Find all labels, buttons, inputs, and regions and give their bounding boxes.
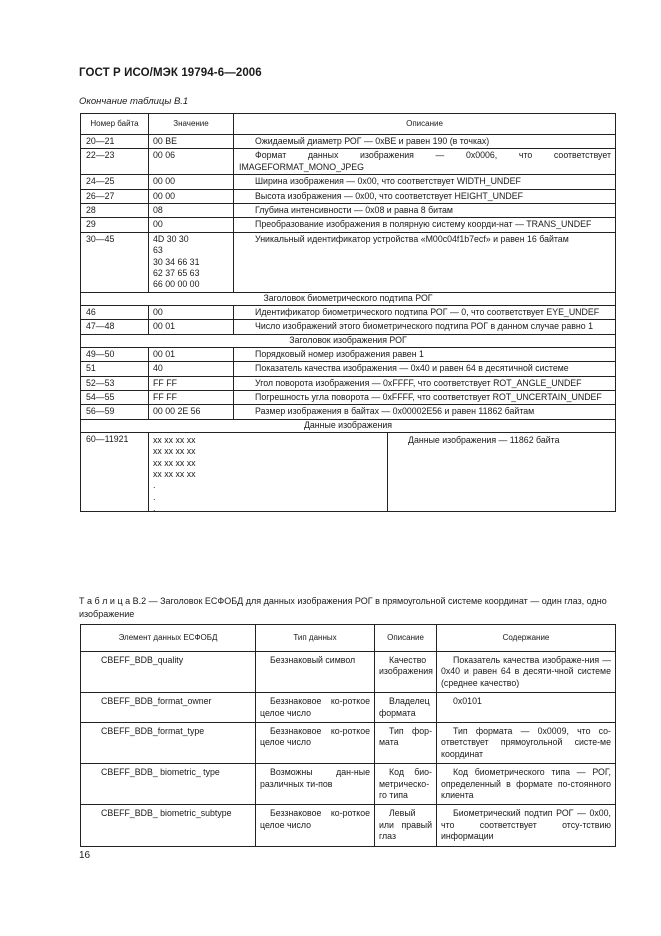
table-header-row bbox=[81, 114, 616, 135]
last-row-container bbox=[149, 432, 616, 514]
description-cell: Угол поворота изображения — 0xFFFF, что соответствует ROT_ANGLE_UNDEF bbox=[234, 376, 616, 390]
value-cell: 00 bbox=[149, 305, 234, 319]
table-row bbox=[81, 723, 616, 764]
table-header-row bbox=[81, 625, 616, 652]
value-cell: 00 06 bbox=[149, 149, 234, 175]
value-cell: 40 bbox=[149, 362, 234, 376]
type-cell: Беззнаковое ко-роткое целое число bbox=[256, 693, 375, 723]
value-cell: 00 bbox=[149, 218, 234, 232]
byte-cell: 49—50 bbox=[81, 347, 149, 361]
description-cell: Показатель качества изображения — 0x40 и равен 64 в десятичной системе bbox=[234, 362, 616, 376]
table-row bbox=[81, 305, 616, 319]
column-header: Содержание bbox=[437, 625, 616, 652]
value-cell: 00 00 bbox=[149, 189, 234, 203]
byte-cell: 26—27 bbox=[81, 189, 149, 203]
content-cell: Код биометрического типа — РОГ, определенный в формате по-стоянного клиента bbox=[437, 764, 616, 805]
section-row bbox=[81, 292, 616, 305]
value-cell: 00 01 bbox=[149, 320, 234, 334]
type-cell: Беззнаковое ко-роткое целое число bbox=[256, 805, 375, 846]
description-cell: Глубина интенсивности — 0x08 и равна 8 битам bbox=[234, 204, 616, 218]
value-cell: xx xx xx xx xx xx xx xx xx xx xx xx xx xx xx xx . . . bbox=[149, 433, 388, 511]
byte-cell: 29 bbox=[81, 218, 149, 232]
description-cell: Размер изображения в байтах — 0x00002E56 и равен 11862 байтам bbox=[234, 405, 616, 419]
section-row bbox=[81, 419, 616, 432]
description-cell: Данные изображения — 11862 байта bbox=[408, 434, 560, 445]
byte-cell: 52—53 bbox=[81, 376, 149, 390]
section-title: Данные изображения bbox=[81, 419, 616, 432]
type-cell: Беззнаковое ко-роткое целое число bbox=[256, 723, 375, 764]
table-row bbox=[81, 149, 616, 175]
byte-cell: 20—21 bbox=[81, 135, 149, 149]
table-row bbox=[81, 232, 616, 292]
element-cell: CBEFF_BDB_ biometric_subtype bbox=[81, 805, 256, 846]
table-caption: Окончание таблицы В.1 bbox=[79, 96, 189, 107]
type-cell: Возможны дан-ные различных ти-пов bbox=[256, 764, 375, 805]
section-row bbox=[81, 334, 616, 347]
table-row bbox=[81, 764, 616, 805]
table-row bbox=[81, 204, 616, 218]
column-header: Элемент данных ЕСФОБД bbox=[81, 625, 256, 652]
description-cell: Качество изображения bbox=[375, 652, 437, 693]
byte-cell: 22—23 bbox=[81, 149, 149, 175]
element-cell: CBEFF_BDB_ biometric_ type bbox=[81, 764, 256, 805]
section-title: Заголовок изображения РОГ bbox=[81, 334, 616, 347]
content-cell: Тип формата — 0x0009, что со-ответствует прямоугольной систе-ме координат bbox=[437, 723, 616, 764]
description-cell: Преобразование изображения в полярную систему коорди-нат — TRANS_UNDEF bbox=[234, 218, 616, 232]
byte-cell: 46 bbox=[81, 305, 149, 319]
byte-cell: 51 bbox=[81, 362, 149, 376]
value-cell: 4D 30 30 63 30 34 66 31 62 37 65 63 66 00 00 00 bbox=[149, 232, 234, 292]
value-cell: 08 bbox=[149, 204, 234, 218]
description-cell: Код био-метрическо-го типа bbox=[375, 764, 437, 805]
table-row bbox=[81, 320, 616, 334]
byte-cell: 28 bbox=[81, 204, 149, 218]
column-header: Значение bbox=[149, 114, 234, 135]
column-header: Номер байта bbox=[81, 114, 149, 135]
type-cell: Беззнаковый символ bbox=[256, 652, 375, 693]
table-body bbox=[81, 135, 616, 512]
description-cell: Ожидаемый диаметр РОГ — 0xBE и равен 190 (в точках) bbox=[234, 135, 616, 149]
value-cell: 00 00 bbox=[149, 175, 234, 189]
description-cell: Владелец формата bbox=[375, 693, 437, 723]
table-row bbox=[81, 805, 616, 846]
table-row bbox=[81, 362, 616, 376]
byte-cell: 30—45 bbox=[81, 232, 149, 292]
content-cell: 0x0101 bbox=[437, 693, 616, 723]
table-row bbox=[81, 189, 616, 203]
description-cell: Ширина изображения — 0x00, что соответствует WIDTH_UNDEF bbox=[234, 175, 616, 189]
description-cell: Порядковый номер изображения равен 1 bbox=[234, 347, 616, 361]
table-row bbox=[81, 652, 616, 693]
table-row bbox=[81, 405, 616, 419]
byte-cell: 54—55 bbox=[81, 390, 149, 404]
description-cell: Тип фор-мата bbox=[375, 723, 437, 764]
description-cell: Уникальный идентификатор устройства «M00c04f1b7ecf» и равен 16 байтам bbox=[234, 232, 616, 292]
byte-cell: 24—25 bbox=[81, 175, 149, 189]
byte-cell: 60—11921 bbox=[81, 432, 149, 511]
value-cell: 00 BE bbox=[149, 135, 234, 149]
table-row bbox=[81, 376, 616, 390]
element-cell: CBEFF_BDB_format_type bbox=[81, 723, 256, 764]
content-cell: Биометрический подтип РОГ — 0x00, что соответствует отсу-тствию информации bbox=[437, 805, 616, 846]
table-row bbox=[81, 135, 616, 149]
column-header: Описание bbox=[234, 114, 616, 135]
column-header: Описание bbox=[375, 625, 437, 652]
description-cell: Погрешность угла поворота — 0xFFFF, что соответствует ROT_UNCERTAIN_UNDEF bbox=[234, 390, 616, 404]
value-cell: FF FF bbox=[149, 390, 234, 404]
table-body bbox=[81, 652, 616, 847]
value-cell: 00 00 2E 56 bbox=[149, 405, 234, 419]
section-title: Заголовок биометрического подтипа РОГ bbox=[81, 292, 616, 305]
page-number: 16 bbox=[79, 850, 91, 861]
table-row bbox=[81, 218, 616, 232]
value-cell: 00 01 bbox=[149, 347, 234, 361]
table-row bbox=[81, 175, 616, 189]
content-cell: Показатель качества изображе-ния — 0x40 и равен 64 в десяти-чной системе (среднее качество) bbox=[437, 652, 616, 693]
element-cell: CBEFF_BDB_format_owner bbox=[81, 693, 256, 723]
table-row bbox=[81, 347, 616, 361]
table-row bbox=[81, 693, 616, 723]
table-b2 bbox=[80, 624, 616, 847]
column-header: Тип данных bbox=[256, 625, 375, 652]
description-cell: Формат данных изображения — 0x0006, что соответствует IMAGEFORMAT_MONO_JPEG bbox=[234, 149, 616, 175]
byte-cell: 56—59 bbox=[81, 405, 149, 419]
description-cell: Число изображений этого биометрического подтипа РОГ в данном случае равно 1 bbox=[234, 320, 616, 334]
description-cell: Левый или правый глаз bbox=[375, 805, 437, 846]
element-cell: CBEFF_BDB_quality bbox=[81, 652, 256, 693]
value-cell: FF FF bbox=[149, 376, 234, 390]
document-header: ГОСТ Р ИСО/МЭК 19794-6—2006 bbox=[79, 67, 262, 79]
table-row bbox=[81, 390, 616, 404]
description-cell: Идентификатор биометрического подтипа РОГ — 0, что соответствует EYE_UNDEF bbox=[234, 305, 616, 319]
table-b1 bbox=[80, 113, 616, 512]
table-caption: Т а б л и ц а В.2 — Заголовок ЕСФОБД для данных изображения РОГ в прямоугольной системе координат — один глаз, одно изображение bbox=[79, 596, 607, 619]
description-cell: Высота изображения — 0x00, что соответствует HEIGHT_UNDEF bbox=[234, 189, 616, 203]
table-row bbox=[81, 432, 616, 511]
byte-cell: 47—48 bbox=[81, 320, 149, 334]
